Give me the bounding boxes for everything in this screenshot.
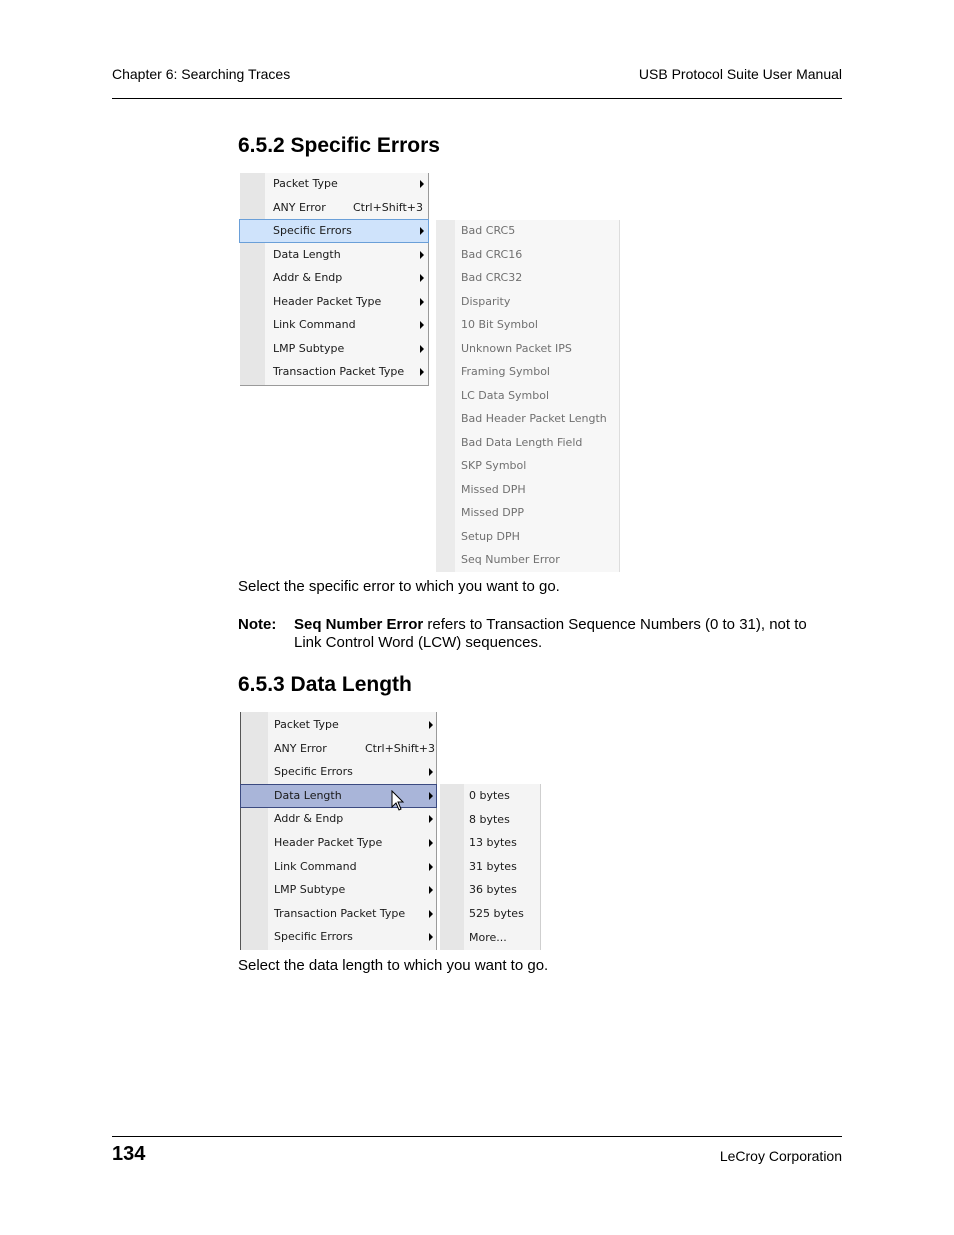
submenu-item-bad-crc5[interactable] (436, 220, 619, 242)
section-title-data-length: 6.5.3 Data Length (238, 673, 412, 696)
menu-item-header-packet-type[interactable] (240, 291, 428, 313)
submenu-item-13-bytes[interactable] (440, 832, 540, 854)
submenu-arrow-icon (429, 886, 433, 894)
submenu-item-525-bytes[interactable] (440, 903, 540, 925)
submenu-item-label: 31 bytes (469, 859, 517, 873)
menu-item-lmp-subtype[interactable] (240, 338, 428, 360)
submenu-item-disparity[interactable] (436, 291, 619, 313)
submenu-item-bad-header-packet-length[interactable] (436, 408, 619, 430)
submenu-item-setup-dph[interactable] (436, 526, 619, 548)
submenu-item-label: Bad Header Packet Length (461, 412, 607, 425)
submenu-item-label: 8 bytes (469, 812, 510, 826)
submenu-item-label: Setup DPH (461, 529, 520, 543)
section-title-specific-errors: 6.5.2 Specific Errors (238, 134, 440, 157)
submenu-item-label: 525 bytes (469, 907, 524, 920)
menu-item-label: Specific Errors (273, 224, 352, 237)
submenu-arrow-icon (420, 227, 424, 235)
submenu-item-label: LC Data Symbol (461, 388, 550, 402)
menu-item-label: Transaction Packet Type (274, 906, 406, 920)
submenu-item-label: Missed DPH (461, 482, 526, 496)
submenu-item-label: Missed DPP (461, 506, 524, 519)
submenu-arrow-icon (429, 792, 433, 800)
submenu-item-31-bytes[interactable] (440, 856, 540, 878)
submenu-arrow-icon (429, 815, 433, 823)
menu-item-link-command[interactable] (240, 314, 428, 336)
menu-item-transaction-packet-type[interactable] (240, 361, 428, 383)
footer-company: LeCroy Corporation (719, 1148, 842, 1164)
submenu-arrow-icon (420, 321, 424, 329)
menu-item-label: LMP Subtype (273, 341, 345, 355)
menu-item-packet-type[interactable] (241, 714, 436, 736)
menu-item-packet-type[interactable] (240, 173, 428, 195)
submenu-item-label: SKP Symbol (461, 459, 527, 472)
submenu-item-label: 10 Bit Symbol (461, 318, 538, 331)
page-number: 134 (112, 1143, 146, 1165)
submenu-item-label: Seq Number Error (461, 553, 560, 566)
menu-item-label: Header Packet Type (273, 294, 382, 308)
submenu-item-seq-number-error[interactable] (436, 549, 619, 571)
submenu-item-10-bit-symbol[interactable] (436, 314, 619, 336)
menu-item-label: Header Packet Type (274, 836, 383, 849)
menu-item-label: ANY Error (274, 741, 327, 755)
caption-data-length: Select the data length to which you want to go. (238, 957, 549, 974)
menu-item-label: Transaction Packet Type (273, 365, 405, 378)
submenu-item-label: Unknown Packet IPS (461, 341, 572, 355)
submenu-item-label: Bad CRC32 (461, 271, 523, 284)
caption-specific-errors: Select the specific error to which you want to go. (238, 578, 560, 595)
submenu-item-label: Bad CRC5 (461, 224, 516, 237)
submenu-item-0-bytes[interactable] (440, 785, 540, 807)
menu-item-label: Specific Errors (274, 930, 353, 944)
menu-item-any-error[interactable] (240, 197, 428, 219)
submenu-item-lc-data-symbol[interactable] (436, 385, 619, 407)
submenu-arrow-icon (429, 863, 433, 871)
submenu-item-36-bytes[interactable] (440, 879, 540, 901)
submenu-item-label: 0 bytes (469, 789, 510, 802)
submenu-item-label: 13 bytes (469, 836, 517, 850)
note-text: refers to Transaction Sequence Numbers (0 to 31), not to Link Control Word (LCW) sequences. (294, 616, 807, 651)
menu-item-specific-errors[interactable] (240, 220, 428, 242)
menu-item-transaction-packet-type[interactable] (241, 903, 436, 925)
menu-item-addr-endp[interactable] (241, 808, 436, 830)
menu-item-lmp-subtype[interactable] (241, 879, 436, 901)
menu-item-label: Data Length (273, 247, 341, 261)
note-term: Seq Number Error (294, 616, 424, 633)
submenu-arrow-icon (429, 839, 433, 847)
submenu-item-label: Bad CRC16 (461, 247, 523, 261)
running-header-manual: USB Protocol Suite User Manual (638, 66, 842, 82)
menu-item-shortcut: Ctrl+Shift+3 (353, 200, 424, 214)
submenu-arrow-icon (420, 345, 424, 353)
menu-item-label: Packet Type (274, 718, 339, 731)
note-label: Note: (238, 616, 277, 633)
menu-item-specific-errors[interactable] (241, 761, 436, 783)
submenu-arrow-icon (420, 298, 424, 306)
menu-item-any-error[interactable] (241, 738, 436, 760)
submenu-item-bad-crc16[interactable] (436, 244, 619, 266)
menu-item-specific-errors[interactable] (241, 926, 436, 948)
menu-item-link-command[interactable] (241, 856, 436, 878)
menu-item-label: Link Command (274, 859, 357, 873)
submenu-arrow-icon (429, 721, 433, 729)
running-header-chapter: Chapter 6: Searching Traces (112, 66, 291, 82)
submenu-item-missed-dph[interactable] (436, 479, 619, 501)
submenu-data-length (440, 784, 541, 950)
submenu-arrow-icon (429, 910, 433, 918)
submenu-item-more[interactable] (440, 927, 540, 949)
menu-item-header-packet-type[interactable] (241, 832, 436, 854)
submenu-arrow-icon (420, 251, 424, 259)
submenu-item-framing-symbol[interactable] (436, 361, 619, 383)
submenu-item-8-bytes[interactable] (440, 809, 540, 831)
submenu-item-bad-crc32[interactable] (436, 267, 619, 289)
menu-item-data-length[interactable] (241, 785, 436, 807)
menu-item-label: Specific Errors (274, 765, 353, 779)
submenu-arrow-icon (429, 768, 433, 776)
submenu-arrow-icon (429, 933, 433, 941)
menu-item-data-length[interactable] (240, 244, 428, 266)
menu-item-label: ANY Error (273, 200, 326, 214)
context-menu-data-length (240, 712, 437, 950)
submenu-arrow-icon (420, 274, 424, 282)
menu-item-label: Addr & Endp (273, 271, 343, 284)
submenu-item-label: Bad Data Length Field (461, 435, 583, 449)
footer-rule (112, 1136, 842, 1137)
menu-item-label: Link Command (273, 318, 356, 331)
menu-item-label: Addr & Endp (274, 812, 344, 826)
submenu-item-bad-data-length-field[interactable] (436, 432, 619, 454)
submenu-item-unknown-packet-ips[interactable] (436, 338, 619, 360)
menu-item-label: Packet Type (273, 177, 338, 190)
submenu-arrow-icon (420, 368, 424, 376)
menu-item-shortcut: Ctrl+Shift+3 (365, 741, 436, 755)
submenu-item-label: Framing Symbol (461, 365, 550, 378)
submenu-item-skp-symbol[interactable] (436, 455, 619, 477)
submenu-item-label: Disparity (461, 294, 511, 308)
mouse-pointer-icon (391, 790, 405, 812)
submenu-item-missed-dpp[interactable] (436, 502, 619, 524)
submenu-item-label: More... (469, 930, 507, 944)
header-rule (112, 98, 842, 99)
submenu-item-label: 36 bytes (469, 883, 517, 897)
menu-item-label: LMP Subtype (274, 883, 346, 897)
menu-item-addr-endp[interactable] (240, 267, 428, 289)
context-menu-specific-errors (240, 173, 429, 386)
menu-item-label: Data Length (274, 788, 342, 802)
note-body (294, 616, 824, 652)
submenu-arrow-icon (420, 180, 424, 188)
submenu-specific-errors (436, 220, 620, 572)
